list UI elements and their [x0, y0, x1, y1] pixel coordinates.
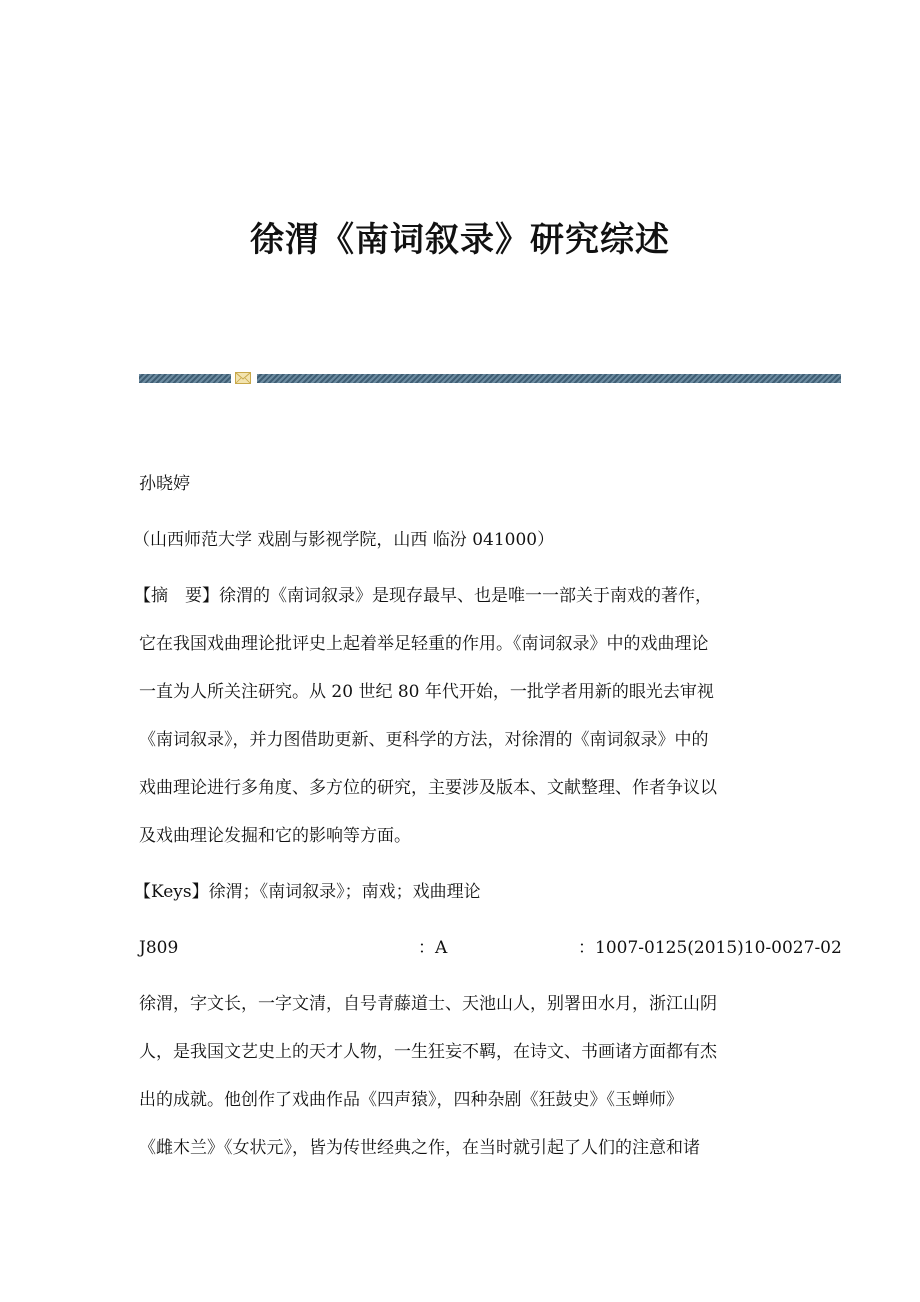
document-code: ：A [418, 938, 448, 958]
author-affiliation: （山西师范大学 戏剧与影视学院，山西 临汾 041000） [133, 530, 555, 550]
decorative-rule-right [257, 374, 841, 383]
classification-number: J809 [139, 938, 179, 958]
classification-codes [139, 936, 842, 960]
article-number: ：1007-0125(2015)10-0027-02 [578, 938, 842, 958]
body-line: 人，是我国文艺史上的天才人物，一生狂妄不羁，在诗文、书画诸方面都有杰 [139, 1042, 717, 1062]
document-title: 徐渭《南词叙录》研究综述 [250, 220, 670, 260]
keywords-line: 【Keys】徐渭；《南词叙录》；南戏；戏曲理论 [134, 882, 481, 902]
abstract-line: 它在我国戏曲理论批评史上起着举足轻重的作用。《南词叙录》中的戏曲理论 [139, 634, 709, 654]
abstract-line: 戏曲理论进行多角度、多方位的研究，主要涉及版本、文献整理、作者争议以 [139, 778, 717, 798]
abstract-line: 【摘 要】徐渭的《南词叙录》是现存最早、也是唯一一部关于南戏的著作， [134, 586, 712, 606]
abstract-line: 及戏曲理论发掘和它的影响等方面。 [139, 826, 411, 846]
author-name: 孙晓婷 [139, 474, 190, 494]
body-line: 出的成就。他创作了戏曲作品《四声猿》，四种杂剧《狂鼓史》《玉蝉师》 [139, 1090, 683, 1110]
abstract-line: 《南词叙录》，并力图借助更新、更科学的方法，对徐渭的《南词叙录》中的 [139, 730, 709, 750]
envelope-ornament-icon [235, 372, 251, 384]
body-line: 徐渭，字文长，一字文清，自号青藤道士、天池山人，别署田水月，浙江山阴 [139, 994, 717, 1014]
abstract-line: 一直为人所关注研究。从 20 世纪 80 年代开始，一批学者用新的眼光去审视 [139, 682, 714, 702]
body-line: 《雌木兰》《女状元》，皆为传世经典之作，在当时就引起了人们的注意和诸 [139, 1138, 700, 1158]
decorative-rule-left [139, 374, 231, 383]
